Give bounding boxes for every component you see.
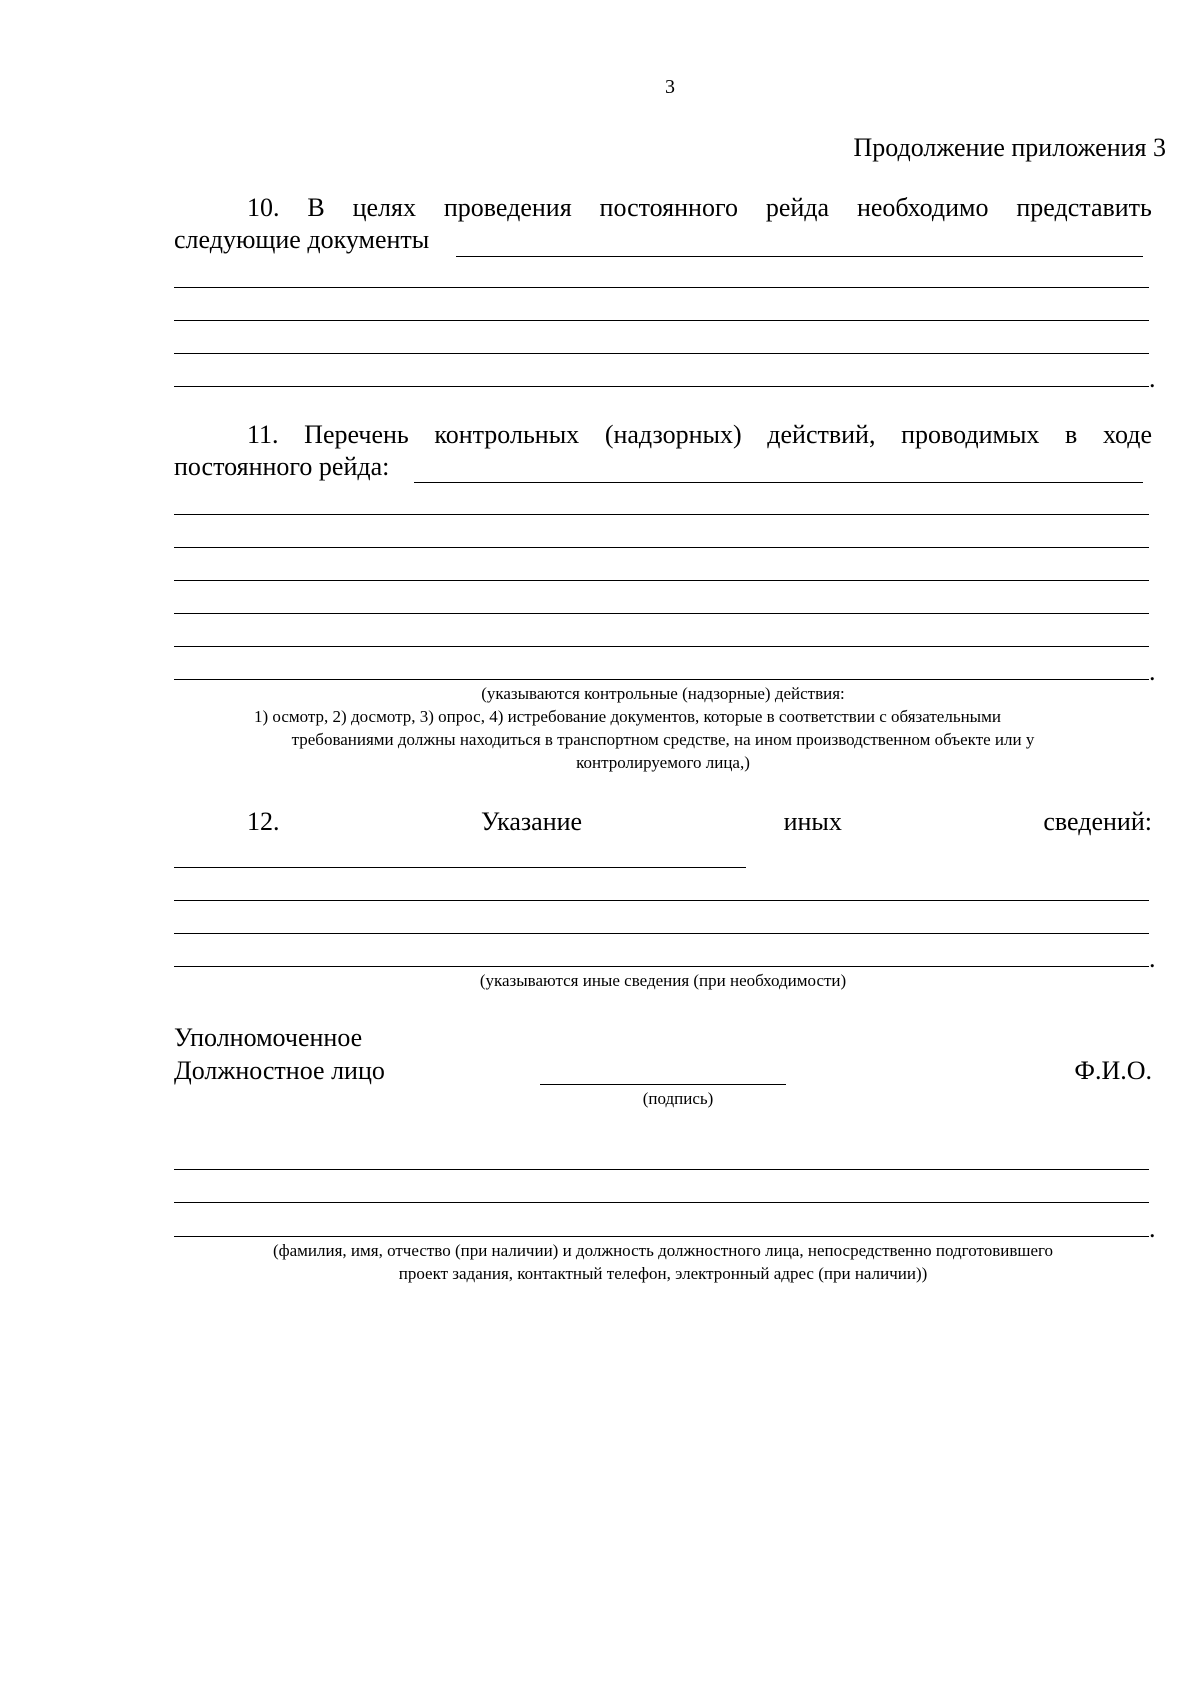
- section10-period: .: [1149, 364, 1156, 393]
- section12-word: иных: [783, 807, 842, 836]
- section12-word: сведений:: [1043, 807, 1152, 836]
- section10-fill-line[interactable]: [456, 256, 1143, 257]
- section10-fill-line[interactable]: [174, 320, 1149, 321]
- section11-word: в: [1065, 420, 1078, 449]
- section10-word: рейда: [765, 193, 830, 222]
- section11-word: (надзорных): [604, 420, 742, 449]
- section12-period: .: [1149, 944, 1156, 973]
- section11-fill-line[interactable]: [174, 547, 1149, 548]
- section10-word: целях: [352, 193, 416, 222]
- section10-word: 10.: [247, 193, 280, 222]
- section12-word: Указание: [481, 807, 583, 836]
- signature-fio: Ф.И.О.: [1074, 1056, 1152, 1085]
- page-number: 3: [665, 76, 675, 98]
- signature-caption: (подпись): [642, 1089, 714, 1108]
- preparer-fill-line[interactable]: [174, 1236, 1149, 1237]
- section11-word: контрольных: [434, 420, 580, 449]
- preparer-caption-line1: (фамилия, имя, отчество (при наличии) и должность должностного лица, непосредственно подготовившего: [272, 1241, 1054, 1260]
- preparer-caption-line2: проект задания, контактный телефон, электронный адрес (при наличии)): [398, 1264, 928, 1283]
- section12-word: 12.: [247, 807, 280, 836]
- section11-line1: [247, 420, 1152, 450]
- signature-label-line2: Должностное лицо: [174, 1056, 385, 1085]
- section10-word: представить: [1016, 193, 1152, 222]
- section10-line1: [247, 193, 1152, 223]
- section11-word: 11.: [247, 420, 279, 449]
- section12-fill-line[interactable]: [174, 966, 1149, 967]
- section11-word: проводимых: [901, 420, 1040, 449]
- section11-fill-line[interactable]: [414, 482, 1143, 483]
- section12-fill-line[interactable]: [174, 900, 1149, 901]
- section10-fill-line[interactable]: [174, 287, 1149, 288]
- section10-word: В: [307, 193, 325, 222]
- preparer-period: .: [1149, 1214, 1156, 1243]
- section11-caption-line2: 1) осмотр, 2) досмотр, 3) опрос, 4) истребование документов, которые в соответствии с обязательными: [254, 707, 1001, 726]
- section11-word: Перечень: [304, 420, 409, 449]
- preparer-fill-line[interactable]: [174, 1202, 1149, 1203]
- section12-line1: [247, 807, 1152, 837]
- section11-word: ходе: [1102, 420, 1152, 449]
- preparer-fill-line[interactable]: [174, 1169, 1149, 1170]
- section11-fill-line[interactable]: [174, 646, 1149, 647]
- section12-caption: (указываются иные сведения (при необходимости): [479, 971, 847, 990]
- section11-fill-line[interactable]: [174, 514, 1149, 515]
- section10-documents-label: следующие документы: [174, 225, 430, 254]
- signature-label-line1: Уполномоченное: [174, 1023, 363, 1052]
- section11-caption-line1: (указываются контрольные (надзорные) действия:: [481, 684, 845, 703]
- section11-fill-line[interactable]: [174, 580, 1149, 581]
- section12-fill-line[interactable]: [174, 867, 746, 868]
- section12-fill-line[interactable]: [174, 933, 1149, 934]
- section11-caption-line3: требованиями должны находиться в транспортном средстве, на ином производственном объекте или у: [291, 730, 1035, 749]
- section11-caption-line4: контролируемого лица,): [576, 753, 750, 772]
- section10-word: необходимо: [856, 193, 989, 222]
- section10-word: проведения: [443, 193, 572, 222]
- signature-line[interactable]: [540, 1084, 786, 1085]
- appendix-continuation: Продолжение приложения 3: [853, 133, 1166, 162]
- section11-raid-label: постоянного рейда:: [174, 452, 390, 481]
- section10-word: постоянного: [599, 193, 738, 222]
- section10-fill-line[interactable]: [174, 386, 1149, 387]
- section10-fill-line[interactable]: [174, 353, 1149, 354]
- section11-period: .: [1149, 657, 1156, 686]
- section11-fill-line[interactable]: [174, 613, 1149, 614]
- section11-word: действий,: [767, 420, 876, 449]
- section11-fill-line[interactable]: [174, 679, 1149, 680]
